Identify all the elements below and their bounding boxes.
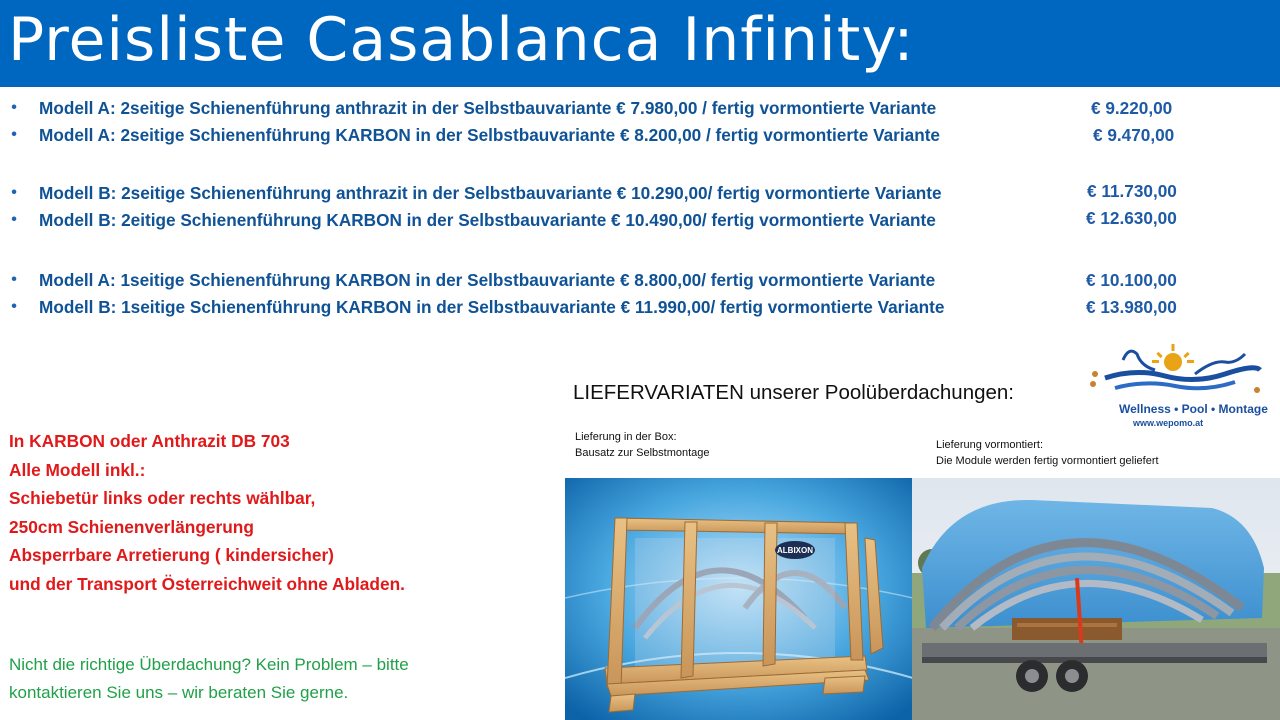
crate-brand-label: ALBIXON [777,546,813,555]
contact-line: kontaktieren Sie uns – wir beraten Sie gerne. [9,683,349,702]
caption-line: Die Module werden fertig vormontiert geliefert [936,455,1159,467]
bullet-icon: • [11,298,17,315]
logo-name: Wellness • Pool • Montage [1119,402,1268,416]
bullet-icon: • [11,211,17,228]
price-value: € 9.470,00 [1093,125,1175,145]
page-title: Preisliste Casablanca Infinity: [8,5,915,75]
feature-line: Alle Modell inkl.: [9,459,146,480]
price-description: Modell B: 1seitige Schienenführung KARBON in der Selbstbauvariante € 11.990,00/ fertig vormontierte Variante [39,297,945,317]
feature-line: und der Transport Österreichweit ohne Abladen. [9,573,405,594]
price-value: € 9.220,00 [1091,98,1173,118]
trailer-image-icon [912,478,1280,720]
logo-url: www.wepomo.at [1133,418,1204,428]
delivery-heading: LIEFERVARIATEN unserer Poolüberdachungen: [573,381,1014,404]
price-description: Modell B: 2eitige Schienenführung KARBON in der Selbstbauvariante € 10.490,00/ fertig vormontierte Variante [39,210,936,230]
caption-line: Lieferung in der Box: [575,431,677,443]
assembled-delivery-photo [912,478,1280,720]
contact-note [9,651,549,707]
bullet-icon: • [11,184,17,201]
price-list [0,0,1280,330]
price-value: € 12.630,00 [1086,208,1177,228]
bullet-icon: • [11,271,17,288]
price-description: Modell A: 2seitige Schienenführung anthrazit in der Selbstbauvariante € 7.980,00 / fertig vormontierte Variante [39,98,937,118]
contact-line: Nicht die richtige Überdachung? Kein Problem – bitte [9,655,409,674]
price-description: Modell A: 1seitige Schienenführung KARBON in der Selbstbauvariante € 8.800,00/ fertig vormontierte Variante [39,270,936,290]
price-description: Modell A: 2seitige Schienenführung KARBON in der Selbstbauvariante € 8.200,00 / fertig vormontierte Variante [39,125,940,145]
price-value: € 10.100,00 [1086,270,1177,290]
caption-line: Bausatz zur Selbstmontage [575,447,710,459]
box-delivery-caption [575,429,855,461]
bullet-icon: • [11,99,17,116]
feature-line: Absperrbare Arretierung ( kindersicher) [9,545,334,566]
caption-line: Lieferung vormontiert: [936,439,1043,451]
price-description: Modell B: 2seitige Schienenführung anthrazit in der Selbstbauvariante € 10.290,00/ fertig vormontierte Variante [39,183,942,203]
assembled-delivery-caption [936,437,1256,469]
price-value: € 11.730,00 [1087,181,1177,201]
feature-line: Schiebetür links oder rechts wählbar, [9,488,316,509]
feature-line: 250cm Schienenverlängerung [9,516,254,537]
bullet-icon: • [11,126,17,143]
crate-image-icon [565,478,913,720]
included-features [9,427,529,599]
company-logo [1085,340,1268,432]
box-delivery-photo [565,478,913,720]
logo-graphic-icon [1085,340,1265,402]
price-value: € 13.980,00 [1086,297,1177,317]
feature-line: In KARBON oder Anthrazit DB 703 [9,431,290,451]
